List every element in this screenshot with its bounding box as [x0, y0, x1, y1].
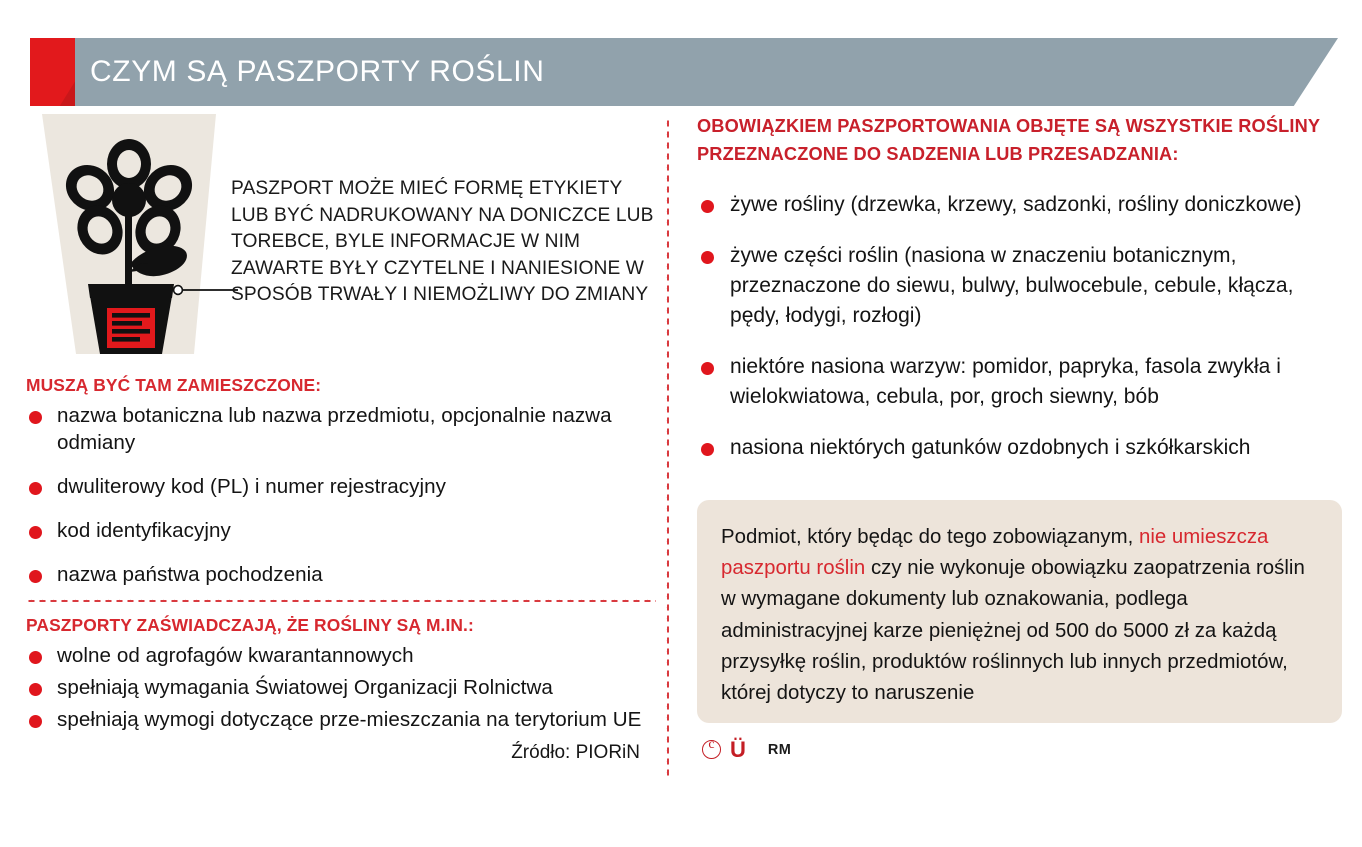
penalty-notice-text: [721, 522, 1318, 709]
illustration-callout-text: PASZPORT MOŻE MIEĆ FORMĘ ETYKIETY LUB BYĆ NADRUKOWANY NA DONICZCE LUB TOREBCE, BYLE INFORMACJE W NIM ZAWARTE BYŁY CZYTELNE I NANIESIONE W SPOSÓB TRWAŁY I NIEMOŻLIWY DO ZMIANY: [231, 178, 654, 305]
section-heading-passports-certify: PASZPORTY ZAŚWIADCZAJĄ, ŻE ROŚLINY SĄ M.IN.:: [26, 615, 474, 635]
left-section-passports-certify: [26, 614, 656, 738]
publisher-logo: [702, 737, 792, 762]
list-item: nazwa botaniczna lub nazwa przedmiotu, opcjonalnie nazwa odmiany: [26, 402, 656, 456]
list-item: spełniają wymagania Światowej Organizacji Rolnictwa: [26, 674, 656, 701]
left-section-must-contain: [26, 374, 656, 605]
left-column: [26, 112, 656, 802]
list-item: niektóre nasiona warzyw: pomidor, papryka, fasola zwykła i wielokwiatowa, cebula, por, groch siewny, bób: [697, 352, 1342, 412]
source-attribution: Źródło: PIORiN: [511, 742, 640, 763]
logo-text: RM: [767, 741, 792, 758]
copyright-icon: [702, 740, 721, 759]
list-item: nasiona niektórych gatunków ozdobnych i szkółkarskich: [697, 433, 1342, 463]
list-item: dwuliterowy kod (PL) i numer rejestracyjny: [26, 473, 656, 500]
notice-highlight: nie umieszcza paszportu roślin: [721, 526, 1269, 580]
passport-required-list: [697, 190, 1342, 463]
notice-part-1: Podmiot, który będąc do tego zobowiązanym,: [721, 526, 1139, 548]
list-item: żywe części roślin (nasiona w znaczeniu botanicznym, przeznaczone do siewu, bulwy, bulwocebule, cebule, kłącza, pędy, łodygi, rozłogi): [697, 241, 1342, 331]
section-heading-must-contain: MUSZĄ BYĆ TAM ZAMIESZCZONE:: [26, 375, 322, 395]
certify-list: [26, 642, 656, 733]
list-item: kod identyfikacyjny: [26, 517, 656, 544]
must-contain-list: [26, 402, 656, 588]
list-item: żywe rośliny (drzewka, krzewy, sadzonki, rośliny doniczkowe): [697, 190, 1342, 220]
list-item: nazwa państwa pochodzenia: [26, 561, 656, 588]
column-divider: [666, 118, 669, 776]
page-title: CZYM SĄ PASZPORTY ROŚLIN: [90, 55, 545, 88]
plant-illustration: [26, 112, 666, 370]
notice-part-2: czy nie wykonuje obowiązku zaopatrzenia roślin w wymagane dokumenty lub oznakowania, podlega administracyjnej karze pieniężnej od 500 do 5000 zł za każdą przysyłkę roślin, produktów roślinnych lub innych przedmiotów, której dotyczy to naruszenie: [721, 557, 1305, 705]
left-section-divider: [26, 599, 656, 602]
logo-mark-icon: Ü: [730, 737, 746, 762]
right-column: [697, 112, 1342, 802]
list-item: spełniają wymogi dotyczące prze-mieszczania na terytorium UE: [26, 706, 656, 733]
right-column-heading: OBOWIĄZKIEM PASZPORTOWANIA OBJĘTE SĄ WSZYSTKIE ROŚLINY PRZEZNACZONE DO SADZENIA LUB PRZESADZANIA:: [697, 116, 1320, 164]
penalty-notice-box: [697, 500, 1342, 723]
list-item: wolne od agrofagów kwarantannowych: [26, 642, 656, 669]
header-banner: [0, 38, 1362, 106]
